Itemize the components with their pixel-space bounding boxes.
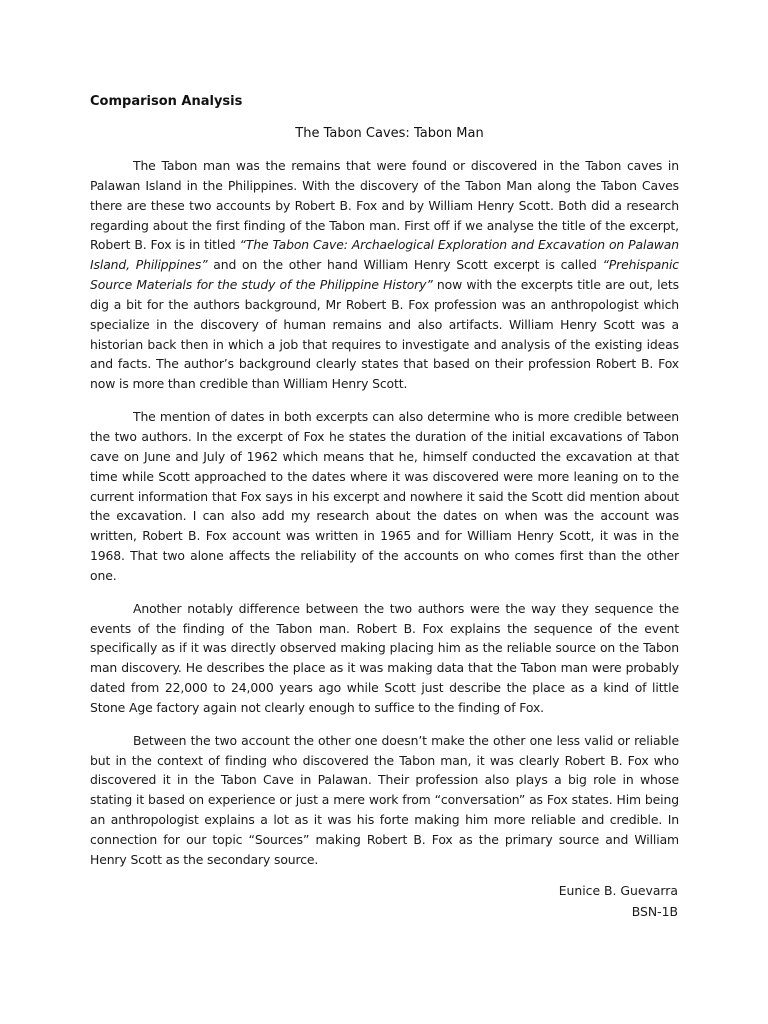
text-run: The Tabon man was the remains that were found or discovered in the Tabon caves in Palawan Island in the Philippines. With the discovery of the Tabon Man along the Tabon Caves there are these two accounts by Robert B. Fox and by William Henry Scott. Both did a research regarding about the first finding of the Tabon man. First off if we analyse the title of the excerpt, Robert B. Fox is in titled (90, 158, 679, 253)
paragraph-2 (90, 407, 679, 586)
text-run: and on the other hand William Henry Scott excerpt is called (207, 257, 603, 273)
text-run-italic: “Prehispanic Source Materials for the study of the Philippine History” (90, 257, 679, 293)
text-run-italic: “The Tabon Cave: Archaelogical Exploration and Excavation on Palawan Island, Philippines” (90, 237, 680, 273)
paragraph-1 (90, 156, 679, 394)
author-section: BSN-1B (631, 904, 678, 919)
paragraph-3 (90, 599, 679, 718)
signature-block (559, 880, 678, 922)
text-run: Between the two account the other one doesn’t make the other one less valid or reliable but in the context of finding who discovered the Tabon man, it was clearly Robert B. Fox who discovered it in the Tabon Cave in Palawan. Their profession also plays a big role in whose stating it based on experience or just a mere work from “conversation” as Fox states. Him being an anthropologist explains a lot as it was his forte making him more reliable and credible. In connection for our topic “Sources” making Robert B. Fox as the primary source and William Henry Scott as the secondary source. (90, 732, 679, 867)
text-run: The mention of dates in both excerpts can also determine who is more credible between the two authors. In the excerpt of Fox he states the duration of the initial excavations of Tabon cave on June and July of 1962 which means that he, himself conducted the excavation at that time while Scott approached to the dates where it was discovered were more leaning on to the current information that Fox says in his excerpt and nowhere it said the Scott did mention about the excavation. I can also add my research about the dates on when was the account was written, Robert B. Fox account was written in 1965 and for William Henry Scott, it was in the 1968. That two alone affects the reliability of the accounts on who comes first than the other one. (90, 409, 679, 583)
text-run: now with the excerpts title are out, lets dig a bit for the authors background, Mr Robert B. Fox profession was an anthropologist which specialize in the discovery of human remains and also artifacts. William Henry Scott was a historian back then in which a job that requires to investigate and analysis of the existing ideas and facts. The author’s background clearly states that based on their profession Robert B. Fox now is more than credible than William Henry Scott. (90, 277, 679, 392)
document-body (90, 156, 679, 883)
paragraph-4 (90, 731, 679, 870)
document-label: Comparison Analysis (90, 94, 243, 109)
text-run: Another notably difference between the two authors were the way they sequence the events of the finding of the Tabon man. Robert B. Fox explains the sequence of the event specifically as if it was directly observed making placing him as the reliable source on the Tabon man discovery. He describes the place as it was making data that the Tabon man were probably dated from 22,000 to 24,000 years ago while Scott just describe the place as a kind of little Stone Age factory again not clearly enough to suffice to the finding of Fox. (90, 600, 679, 715)
author-name: Eunice B. Guevarra (558, 883, 678, 898)
document-title: The Tabon Caves: Tabon Man (295, 126, 484, 141)
